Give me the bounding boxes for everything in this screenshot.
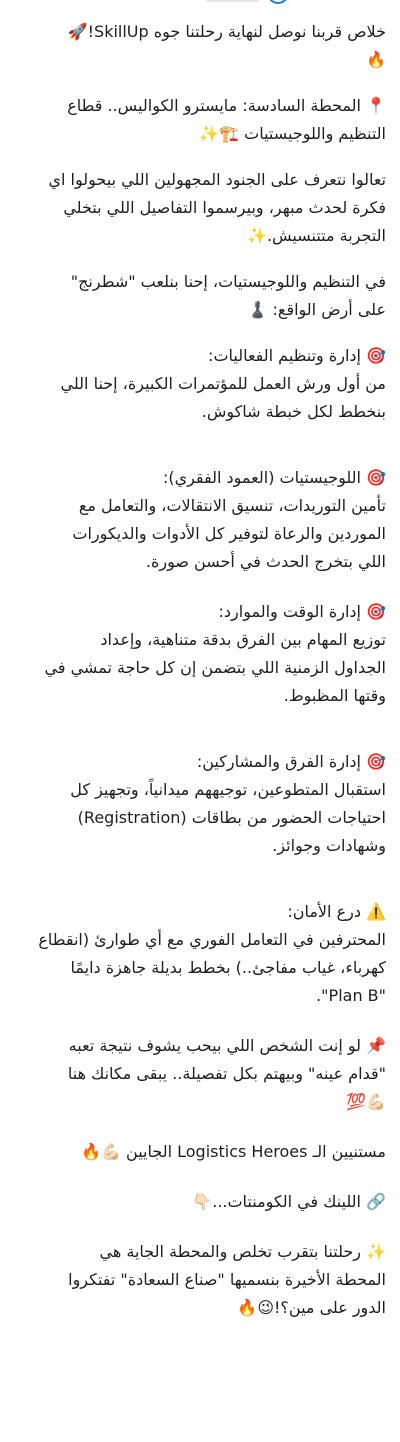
post-paragraph-safety: ⚠️ درع الأمان: المحترفين في التعامل الفوري مع أي طوارئ (انقطاع كهرباء، غياب مفاجئ..) بخطط بديلة جاهزة دايمًا ."Plan B" <box>38 902 386 1005</box>
post-paragraph-station: 📍 المحطة السادسة: مايسترو الكواليس.. قطاع التنظيم واللوجيستيات 🏗️✨ <box>67 96 386 143</box>
post-paragraph-call: 📌 لو إنت الشخص اللي بيحب يشوف نتيجة تعبه "قدام عينه" وبيهتم بكل تفصيلة.. يبقى مكانك هنا 💯💪🏻 <box>67 1036 386 1111</box>
post-paragraph-teams: 🎯 إدارة الفرق والمشاركين: استقبال المتطوعين، توجيههم ميدانياً، وتجهيز كل احتياجات الحضور من بطاقات (Registration) وشهادات وجوائز. <box>70 752 386 855</box>
post-paragraph-intro: خلاص قربنا نوصل لنهاية رحلتنا جوه SkillUp!🚀 🔥 <box>67 22 386 69</box>
post-paragraph-time: 🎯 إدارة الوقت والموارد: توزيع المهام بين الفرق بدقة متناهية، وإعداد الجداول الزمنية اللي بتضمن إن كل حاجة تمشي في وقتها المظبوط. <box>44 602 386 705</box>
post-paragraph-events: 🎯 إدارة وتنظيم الفعاليات: من أول ورش العمل للمؤتمرات الكبيرة، إحنا اللي بنخطط لكل خبطة شاكوش. <box>60 346 386 421</box>
post-paragraph-link[interactable]: 🔗 اللينك في الكومنتات...👇🏻 <box>192 1192 386 1211</box>
post-paragraph-outro: ✨ رحلتنا بتقرب تخلص والمحطة الجاية هي المحطة الأخيرة بنسميها "صناع السعادة" تفتكروا الدور على مين؟!😉🔥 <box>68 1242 386 1317</box>
post-paragraph-invite: تعالوا نتعرف على الجنود المجهولين اللي بيحولوا اي فكرة لحدث مبهر، وبيرسموا التفاصيل اللي بتخلي التجربة متتنسيش.✨ <box>48 170 386 245</box>
post-paragraph-chess: في التنظيم واللوجيستيات، إحنا بنلعب "شطرنج" على أرض الواقع: ♟️ <box>70 272 386 319</box>
post-paragraph-heroes: مستنيين الـ Logistics Heroes الجايين 💪🏻🔥 <box>81 1142 386 1161</box>
post-paragraph-logistics: 🎯 اللوجيستيات (العمود الفقري): تأمين التوريدات، تنسيق الانتقالات، والتعامل مع الموردين والرعاة لتوفير كل الأدوات والديكورات اللي بتخرج الحدث في أحسن صورة. <box>72 468 386 571</box>
